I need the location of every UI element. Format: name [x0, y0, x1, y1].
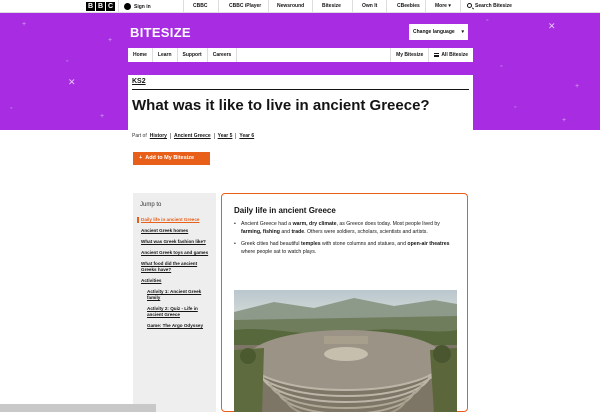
- subnav-careers[interactable]: Careers: [208, 48, 238, 62]
- jump-to-panel: [133, 193, 216, 412]
- jump-to-item[interactable]: Activities: [141, 278, 162, 283]
- greek-theatre-image: [234, 290, 457, 412]
- part-of-label: Part of: [132, 133, 147, 139]
- greek-theatre-photo: [234, 290, 457, 412]
- breadcrumb-history[interactable]: History: [149, 133, 167, 139]
- key-stage-link[interactable]: KS2: [132, 78, 146, 85]
- text: with stone columns and statues, and: [320, 241, 408, 247]
- text: , as Greece does today. Most people lived by: [336, 221, 440, 227]
- divider: [425, 0, 426, 13]
- sparkle-decoration-icon: +: [108, 37, 113, 44]
- topnav-more[interactable]: [435, 2, 451, 11]
- change-language-label: Change language: [413, 29, 455, 35]
- divider: [170, 133, 171, 139]
- divider: [312, 0, 313, 13]
- text: where people sat to watch plays.: [241, 248, 317, 255]
- jump-to-item[interactable]: Ancient Greek toys and games: [141, 250, 209, 255]
- topnav-more-label: More: [435, 3, 447, 9]
- bbc-logo-letter: B: [87, 3, 94, 10]
- page-title: What was it like to live in ancient Greece?: [132, 97, 430, 114]
- text: . Others were soldiers, scholars, scientists and artists.: [304, 228, 428, 235]
- sparkle-decoration-icon: +: [562, 117, 567, 124]
- sparkle-decoration-icon: +: [22, 21, 27, 28]
- text: Greek cities had beautiful: [241, 241, 301, 247]
- subnav-right: [390, 48, 473, 62]
- bullet-list: [234, 221, 456, 261]
- topnav-cbbc[interactable]: CBBC: [193, 3, 208, 9]
- jump-to-item[interactable]: What food did the ancient Greeks have?: [141, 261, 198, 272]
- subnav-learn[interactable]: Learn: [153, 48, 178, 62]
- list-item: [234, 221, 456, 236]
- topnav-cbbc-iplayer[interactable]: CBBC iPlayer: [229, 3, 262, 9]
- jump-to-list: [137, 217, 213, 334]
- divider: [268, 0, 269, 13]
- breadcrumb: [132, 133, 254, 139]
- jump-to-item[interactable]: Activity 1: Ancient Greek family: [147, 289, 202, 300]
- sparkle-decoration-icon: +: [575, 83, 580, 90]
- menu-icon: [434, 53, 439, 57]
- chevron-down-icon: ▾: [448, 3, 451, 9]
- horizontal-scrollbar[interactable]: [0, 404, 156, 412]
- jump-to-item[interactable]: Activity 2: Quiz - Life in ancient Greece: [147, 306, 198, 317]
- subnav-support[interactable]: Support: [178, 48, 208, 62]
- divider: [183, 0, 184, 13]
- content-card: [221, 193, 468, 412]
- bbc-logo-letter: B: [97, 3, 104, 10]
- topnav-cbeebies[interactable]: CBeebies: [397, 3, 420, 9]
- sign-in-link[interactable]: [124, 2, 151, 11]
- divider: [214, 133, 215, 139]
- jump-to-item[interactable]: What was Greek fashion like?: [141, 239, 206, 244]
- text: and: [279, 228, 292, 235]
- chevron-down-icon: ▾: [461, 29, 464, 35]
- bbc-logo-letter: C: [107, 3, 114, 10]
- bold-text: farming, fishing: [241, 228, 280, 235]
- bold-text: trade: [291, 228, 305, 235]
- topnav-newsround[interactable]: Newsround: [277, 3, 305, 9]
- divider: [460, 0, 461, 13]
- all-bitesize-label: All Bitesize: [441, 52, 468, 58]
- list-item: [234, 241, 456, 256]
- divider: [132, 89, 469, 90]
- search-icon[interactable]: [467, 3, 472, 8]
- sparkle-decoration-icon: ◦: [500, 63, 503, 70]
- change-language-button[interactable]: [409, 24, 468, 40]
- divider: [352, 0, 353, 13]
- sparkle-decoration-icon: +: [100, 113, 105, 120]
- breadcrumb-ancient-greece[interactable]: Ancient Greece: [173, 133, 211, 139]
- search-link[interactable]: Search Bitesize: [475, 3, 512, 9]
- jump-to-heading: Jump to: [140, 202, 162, 208]
- section-heading: Daily life in ancient Greece: [234, 206, 336, 215]
- sparkle-decoration-icon: ◦: [10, 105, 13, 112]
- bbc-top-bar: [0, 0, 600, 13]
- sparkle-decoration-icon: ◦: [514, 104, 517, 111]
- bbc-logo[interactable]: [86, 2, 115, 11]
- add-to-my-bitesize-button[interactable]: [133, 152, 210, 165]
- jump-to-item[interactable]: Game: The Argo Odyssey: [147, 323, 203, 328]
- breadcrumb-year-6[interactable]: Year 6: [239, 133, 255, 139]
- add-button-label: Add to My Bitesize: [145, 155, 195, 161]
- subnav-my-bitesize[interactable]: My Bitesize: [390, 48, 428, 62]
- subnav-all-bitesize[interactable]: [428, 48, 473, 62]
- bold-text: temples: [300, 241, 321, 247]
- bitesize-subnav: [128, 48, 473, 62]
- divider: [235, 133, 236, 139]
- breadcrumb-year-5[interactable]: Year 5: [217, 133, 233, 139]
- text: Ancient Greece had a: [241, 221, 293, 227]
- sparkle-decoration-icon: ✕: [68, 77, 76, 87]
- bold-text: open-air theatres: [407, 241, 450, 247]
- jump-to-item[interactable]: Daily life in ancient Greece: [137, 217, 213, 223]
- sparkle-decoration-icon: ◦: [66, 58, 69, 65]
- divider: [218, 0, 219, 13]
- sparkle-decoration-icon: ✕: [548, 21, 556, 31]
- user-icon: [124, 3, 131, 10]
- subnav-home[interactable]: Home: [128, 48, 153, 62]
- divider: [118, 0, 119, 13]
- plus-icon: +: [139, 155, 143, 161]
- bold-text: warm, dry climate: [292, 221, 337, 227]
- sign-in-label: Sign in: [134, 3, 151, 10]
- bitesize-logo[interactable]: BITESIZE: [130, 25, 191, 40]
- divider: [386, 0, 387, 13]
- topnav-bitesize[interactable]: Bitesize: [322, 3, 341, 9]
- topnav-own-it[interactable]: Own It: [362, 3, 378, 9]
- sparkle-decoration-icon: ◦: [486, 17, 489, 24]
- page-title-card: [128, 75, 473, 130]
- jump-to-item[interactable]: Ancient Greek homes: [141, 228, 189, 233]
